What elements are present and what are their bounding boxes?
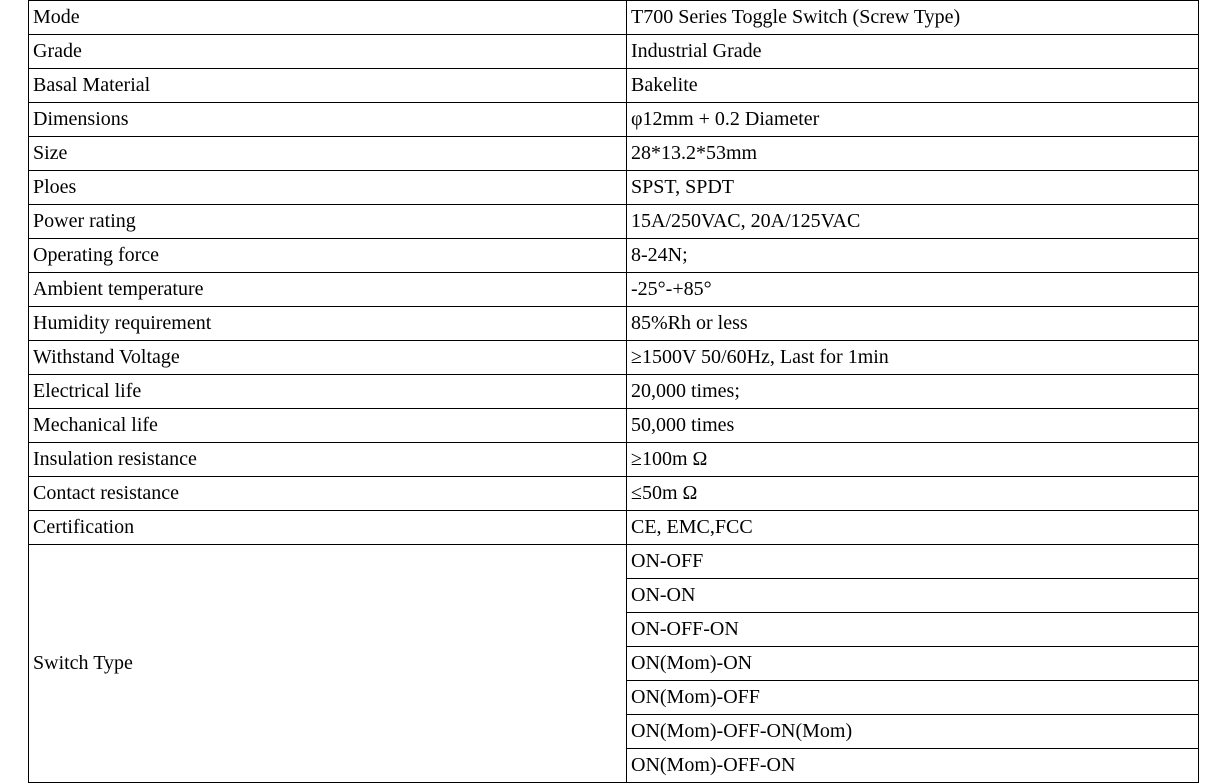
row-value: Bakelite [627, 69, 1199, 103]
row-label: Mode [29, 1, 627, 35]
table-row [29, 477, 1199, 511]
row-value: T700 Series Toggle Switch (Screw Type) [627, 1, 1199, 35]
table-row [29, 171, 1199, 205]
row-label: Power rating [29, 205, 627, 239]
table-row [29, 205, 1199, 239]
row-label: Grade [29, 35, 627, 69]
row-label: Insulation resistance [29, 443, 627, 477]
row-label: Withstand Voltage [29, 341, 627, 375]
switch-type-option: ON(Mom)-OFF-ON(Mom) [627, 715, 1199, 749]
row-label: Operating force [29, 239, 627, 273]
row-value: SPST, SPDT [627, 171, 1199, 205]
row-label: Contact resistance [29, 477, 627, 511]
switch-type-option: ON-OFF-ON [627, 613, 1199, 647]
table-row [29, 35, 1199, 69]
table-row [29, 511, 1199, 545]
table-row [29, 341, 1199, 375]
table-row [29, 69, 1199, 103]
switch-type-option: ON(Mom)-ON [627, 647, 1199, 681]
table-row [29, 409, 1199, 443]
row-value: 8-24N; [627, 239, 1199, 273]
row-value: 20,000 times; [627, 375, 1199, 409]
row-value: ≤50m Ω [627, 477, 1199, 511]
row-value: 28*13.2*53mm [627, 137, 1199, 171]
row-value: 50,000 times [627, 409, 1199, 443]
row-label: Humidity requirement [29, 307, 627, 341]
row-value: -25°-+85° [627, 273, 1199, 307]
specification-table-container [28, 0, 1198, 783]
row-label: Dimensions [29, 103, 627, 137]
row-value: ≥1500V 50/60Hz, Last for 1min [627, 341, 1199, 375]
table-row [29, 1, 1199, 35]
table-row [29, 103, 1199, 137]
row-value: 15A/250VAC, 20A/125VAC [627, 205, 1199, 239]
row-label: Ambient temperature [29, 273, 627, 307]
row-value: 85%Rh or less [627, 307, 1199, 341]
specification-table-body [29, 1, 1199, 783]
table-row [29, 273, 1199, 307]
switch-type-option: ON-OFF [627, 545, 1199, 579]
table-row [29, 307, 1199, 341]
table-row [29, 375, 1199, 409]
table-row-switch-type [29, 545, 1199, 579]
row-label: Mechanical life [29, 409, 627, 443]
switch-type-option: ON-ON [627, 579, 1199, 613]
table-row [29, 443, 1199, 477]
table-row [29, 239, 1199, 273]
switch-type-option: ON(Mom)-OFF [627, 681, 1199, 715]
row-label: Ploes [29, 171, 627, 205]
row-label: Electrical life [29, 375, 627, 409]
table-row [29, 137, 1199, 171]
row-value: Industrial Grade [627, 35, 1199, 69]
specification-table [28, 0, 1199, 783]
row-label: Basal Material [29, 69, 627, 103]
row-label: Certification [29, 511, 627, 545]
row-value: CE, EMC,FCC [627, 511, 1199, 545]
row-value: ≥100m Ω [627, 443, 1199, 477]
row-value: φ12mm + 0.2 Diameter [627, 103, 1199, 137]
switch-type-option: ON(Mom)-OFF-ON [627, 749, 1199, 783]
switch-type-label: Switch Type [29, 545, 627, 783]
row-label: Size [29, 137, 627, 171]
